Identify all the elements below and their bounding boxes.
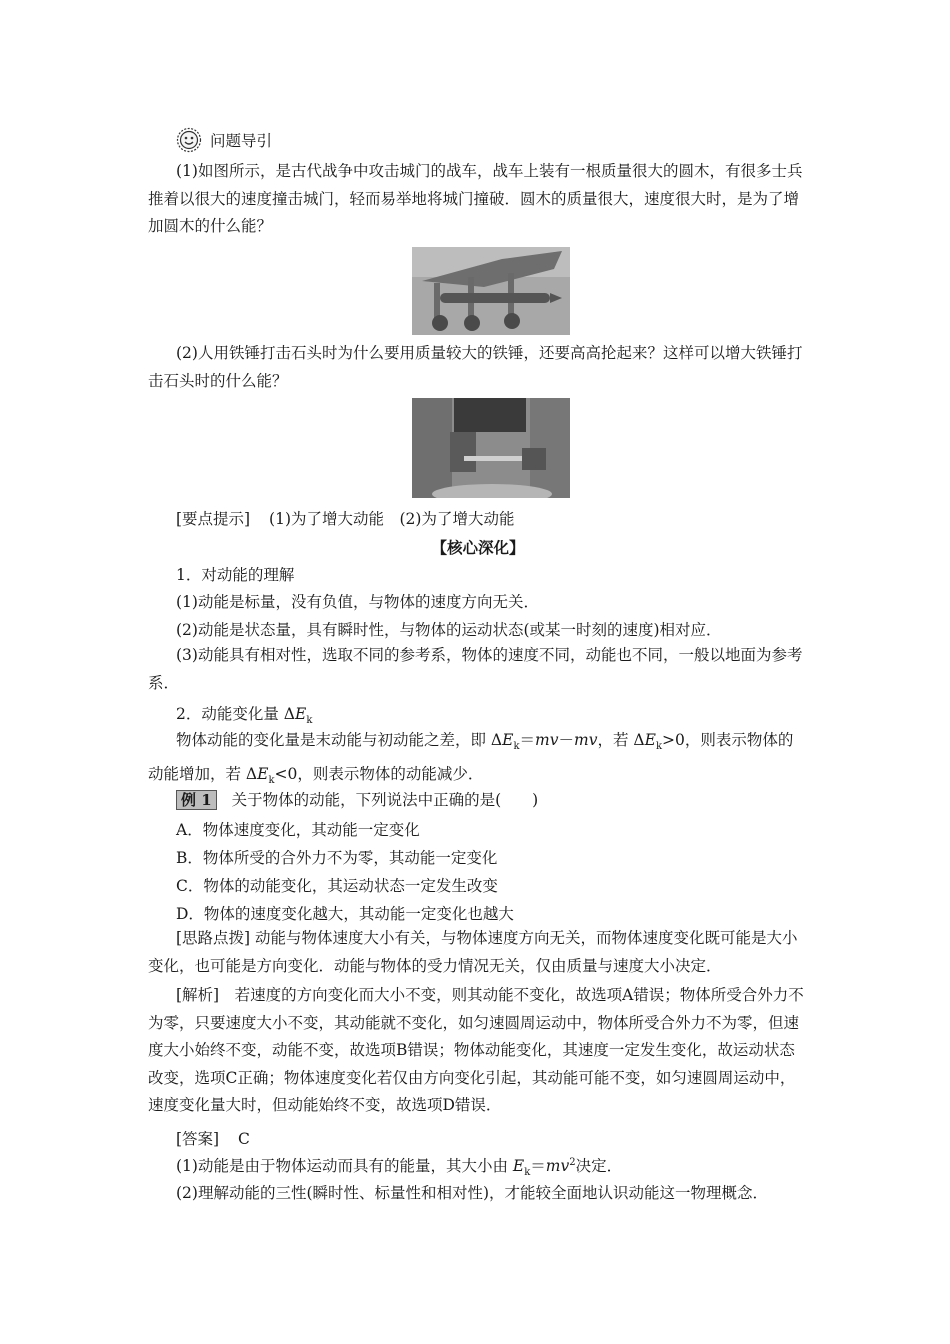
sub-k: k — [655, 741, 662, 753]
analysis: [解析] 若速度的方向变化而大小不变，则其动能不变化，故选项A错误；物体所受合外力不为零，只要速度大小不变，其动能就不变化，如匀速圆周运动中，物体所受合外力不为零，但速度大小始终不变，动能不变，故选项B错误；物体动能变化，其速度一定发生变化，故运动状态改变，选项C正确；物体速度变化若仅由方向变化引起，其动能可能不变，如匀速圆周运动中，速度变化量大时，但动能始终不变，故选项D错误． — [148, 986, 804, 1114]
sup-2: 2 — [569, 1156, 576, 1168]
sub-k: k — [513, 741, 520, 753]
text-seg: (1)动能是由于物体运动而具有的能量，其大小由 — [176, 1157, 513, 1175]
part-1-item-1: (1)动能是标量，没有负值，与物体的速度方向无关． — [176, 593, 539, 611]
sub-k: k — [306, 715, 313, 727]
example-question: 关于物体的动能，下列说法中正确的是( ) — [231, 791, 539, 809]
option-b: B．物体所受的合外力不为零，其动能一定变化 — [176, 849, 498, 867]
part-1-item-3: (3)动能具有相对性，选取不同的参考系，物体的速度不同，动能也不同，一般以地面为参考系． — [148, 646, 803, 692]
part-1-item-2: (2)动能是状态量，具有瞬时性，与物体的运动状态(或某一时刻的速度)相对应． — [176, 621, 722, 639]
part-1-heading: 1．对动能的理解 — [176, 566, 295, 584]
answer-label: [答案] — [176, 1130, 220, 1148]
var-mv: mv — [535, 731, 559, 749]
hammer-figure — [412, 398, 570, 498]
var-E: E — [294, 705, 307, 723]
var-mv: mv — [574, 731, 598, 749]
var-E: E — [644, 731, 656, 749]
option-a: A．物体速度变化，其动能一定变化 — [176, 821, 420, 839]
text-seg: <0，则表示物体的动能减少． — [274, 764, 484, 783]
option-c: C．物体的动能变化，其运动状态一定发生改变 — [176, 877, 498, 895]
part-2-heading — [176, 702, 312, 726]
note-2: (2)理解动能的三性(瞬时性、标量性和相对性)，才能较全面地认识动能这一物理概念． — [176, 1184, 769, 1202]
text-seg: 决定． — [575, 1157, 623, 1175]
var-mv: mv — [545, 1157, 570, 1175]
sub-k: k — [268, 774, 275, 786]
example-question-row — [176, 788, 538, 810]
answer-value: C — [238, 1130, 250, 1148]
part-2-heading-text: 2．动能变化量 Δ — [176, 705, 295, 723]
section-title: 问题导引 — [210, 132, 273, 150]
core-title: 【核心深化】 — [431, 538, 525, 557]
question-2: (2)人用铁锤打击石头时为什么要用质量较大的铁锤，还要高高抡起来？这样可以增大铁锤打击石头时的什么能？ — [148, 344, 803, 390]
text-seg: ＝ — [519, 731, 536, 749]
var-E: E — [257, 764, 269, 783]
key-hint — [176, 507, 514, 529]
var-E: E — [502, 731, 514, 749]
example-tag: 例 1 — [176, 790, 217, 810]
text-seg: 物体动能的变化量是末动能与初动能之差，即 Δ — [176, 731, 503, 749]
text-seg: － — [558, 731, 575, 749]
hint-label: [要点提示] — [176, 510, 251, 528]
hint-text: (1)为了增大动能 (2)为了增大动能 — [269, 510, 515, 528]
smiley-icon — [176, 127, 202, 153]
thinking-hint: [思路点拨] 动能与物体速度大小有关，与物体速度方向无关，而物体速度变化既可能是大小变化，也可能是方向变化．动能与物体的受力情况无关，仅由质量与速度大小决定． — [148, 929, 798, 975]
battering-ram-figure — [412, 247, 570, 335]
answer — [176, 1127, 250, 1149]
text-seg: ，若 Δ — [597, 731, 645, 749]
note-1 — [176, 1154, 622, 1178]
question-1: (1)如图所示，是古代战争中攻击城门的战车，战车上装有一根质量很大的圆木，有很多士兵推着以很大的速度撞击城门，轻而易举地将城门撞破．圆木的质量很大，速度很大时，是为了增加圆木的什么能？ — [148, 162, 803, 235]
text-seg: ＝ — [530, 1157, 546, 1175]
sub-k: k — [524, 1167, 531, 1179]
var-E: E — [512, 1157, 525, 1175]
section-header — [176, 126, 272, 154]
part-2-text — [148, 727, 808, 794]
option-d: D．物体的速度变化越大，其动能一定变化也越大 — [176, 905, 514, 923]
text-seg: >0，则表示物体的动能增加，若 Δ — [148, 731, 794, 783]
